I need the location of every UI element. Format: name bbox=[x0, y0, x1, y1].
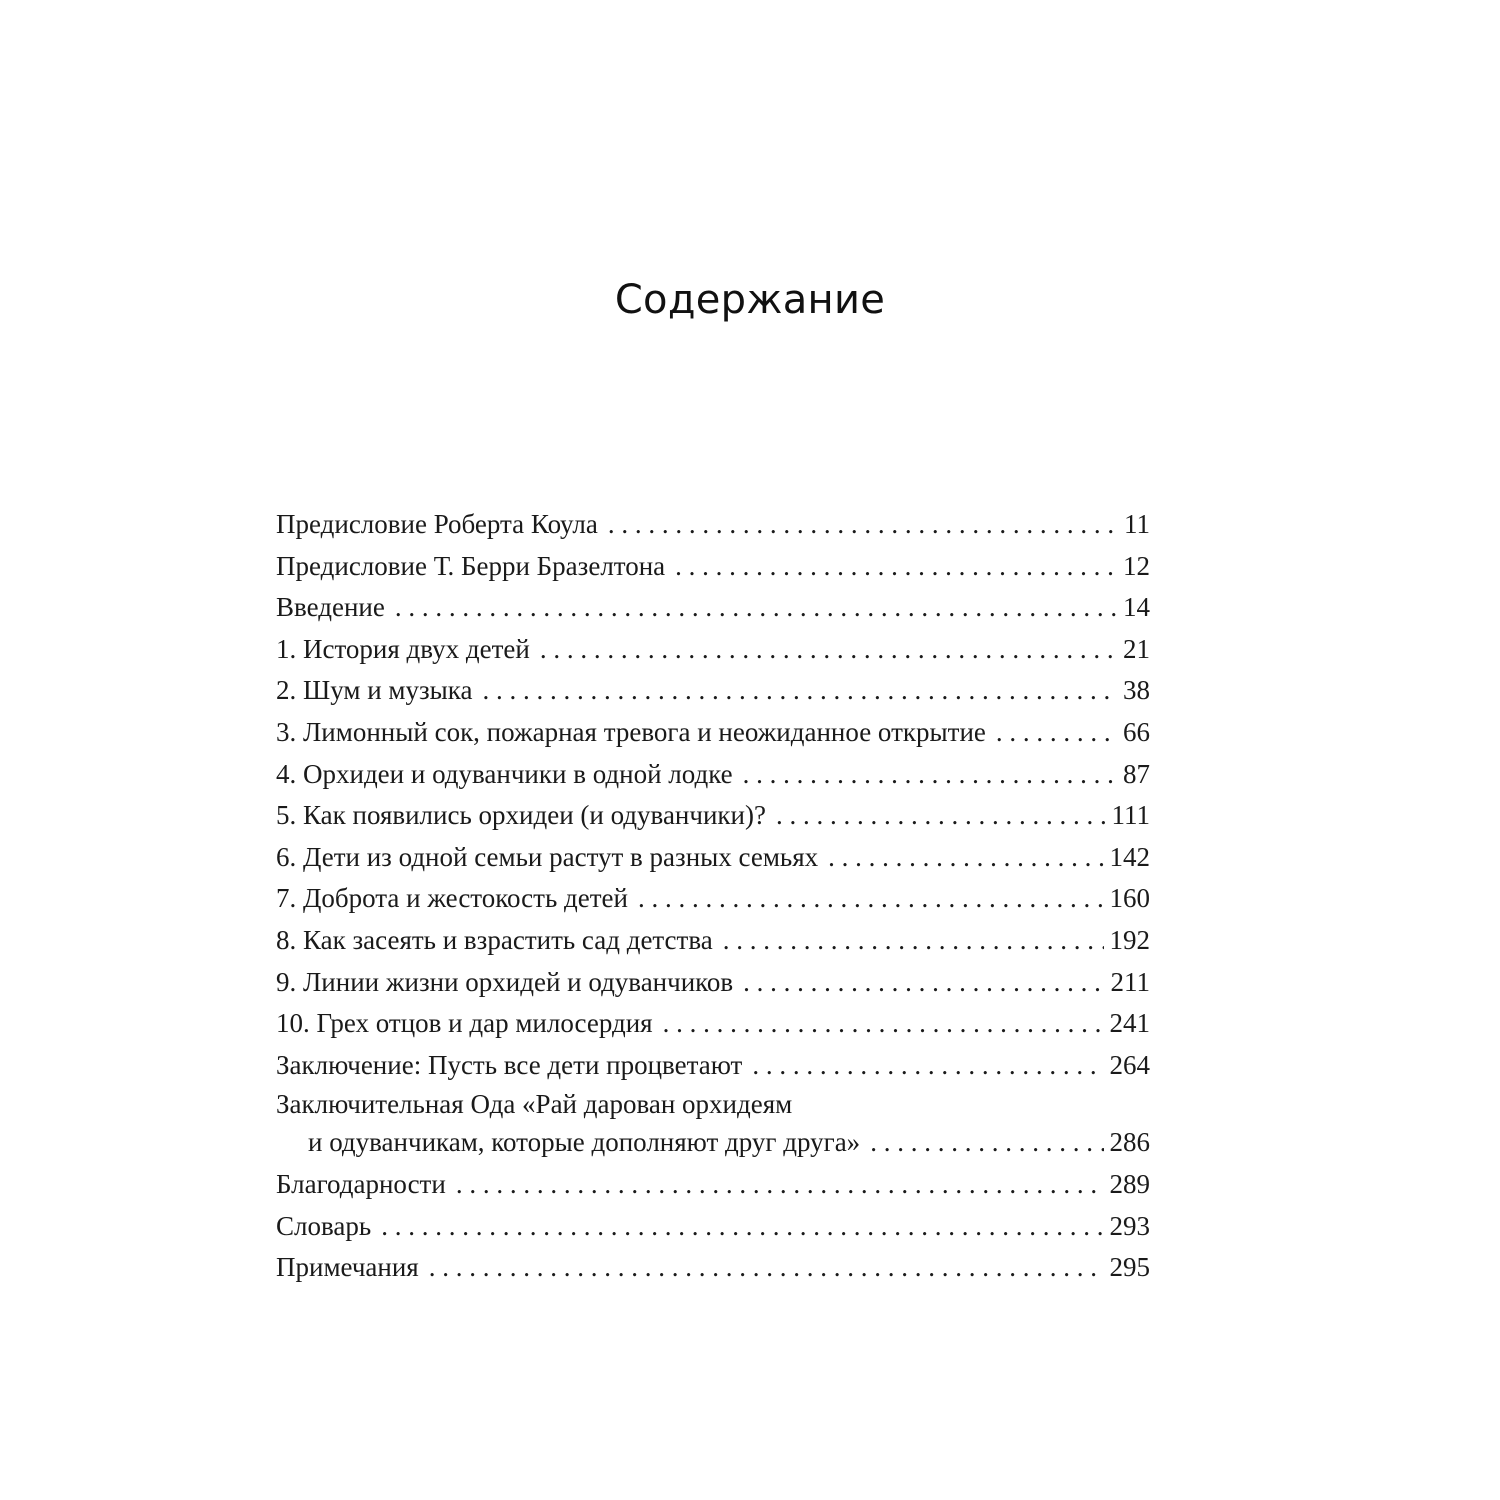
toc-entry[interactable] bbox=[276, 1003, 1150, 1045]
toc-entry-title: 1. История двух детей bbox=[276, 633, 530, 664]
dot-leader bbox=[483, 670, 1117, 712]
toc-page-number: 160 bbox=[1109, 883, 1150, 914]
toc-entry-title-line2: и одуванчикам, которые дополняют друг друга» bbox=[308, 1127, 861, 1158]
toc-entry-title-line1: Заключительная Ода «Рай дарован орхидеям bbox=[276, 1089, 793, 1120]
toc-page-number: 66 bbox=[1123, 716, 1150, 747]
toc-entry-title: Примечания bbox=[276, 1252, 419, 1283]
dot-leader bbox=[752, 1045, 1103, 1087]
toc-page-number: 38 bbox=[1123, 675, 1150, 706]
toc-entry[interactable] bbox=[276, 504, 1150, 546]
toc-page-number: 111 bbox=[1111, 800, 1150, 831]
dot-leader bbox=[608, 504, 1118, 546]
toc-page-number: 286 bbox=[1109, 1127, 1150, 1158]
toc-entry-title: 7. Доброта и жестокость детей bbox=[276, 883, 628, 914]
toc-entry[interactable] bbox=[276, 629, 1150, 671]
toc-entry[interactable] bbox=[276, 1086, 1150, 1164]
toc-entry[interactable] bbox=[276, 878, 1150, 920]
toc-entry-title: 2. Шум и музыка bbox=[276, 675, 473, 706]
toc-entry-title: Словарь bbox=[276, 1210, 372, 1241]
toc-page-number: 21 bbox=[1123, 633, 1150, 664]
dot-leader bbox=[675, 546, 1117, 588]
toc-entry[interactable] bbox=[276, 795, 1150, 837]
toc-entry-title: Предисловие Роберта Коула bbox=[276, 509, 598, 539]
toc-entry-title: 8. Как засеять и взрастить сад детства bbox=[276, 924, 713, 955]
toc-page-number: 289 bbox=[1109, 1168, 1150, 1199]
toc-entry-title: 3. Лимонный сок, пожарная тревога и неожиданное открытие bbox=[276, 716, 986, 747]
dot-leader bbox=[395, 587, 1117, 629]
dot-leader bbox=[743, 754, 1117, 796]
dot-leader bbox=[870, 1122, 1103, 1164]
toc-entry-title: Введение bbox=[276, 592, 385, 623]
dot-leader bbox=[743, 962, 1104, 1004]
toc-entry[interactable] bbox=[276, 670, 1150, 712]
toc-entry-title: 6. Дети из одной семьи растут в разных семьях bbox=[276, 841, 819, 872]
toc-entry[interactable] bbox=[276, 1164, 1150, 1206]
dot-leader bbox=[828, 837, 1103, 879]
dot-leader bbox=[776, 795, 1106, 837]
toc-entry[interactable] bbox=[276, 587, 1150, 629]
toc-entry-last-line bbox=[276, 1122, 1150, 1164]
toc-page-number: 241 bbox=[1109, 1008, 1150, 1039]
toc-entry[interactable] bbox=[276, 712, 1150, 754]
toc-page-number: 192 bbox=[1109, 924, 1150, 955]
table-of-contents bbox=[276, 504, 1150, 1289]
toc-page-number: 142 bbox=[1109, 841, 1150, 872]
toc-page-number: 211 bbox=[1110, 966, 1150, 997]
dot-leader bbox=[456, 1164, 1104, 1206]
toc-entry-title: 4. Орхидеи и одуванчики в одной лодке bbox=[276, 758, 733, 789]
toc-entry-title: 5. Как появились орхидеи (и одуванчики)? bbox=[276, 800, 766, 831]
toc-entry-title: Благодарности bbox=[276, 1168, 446, 1199]
toc-page-number: 295 bbox=[1109, 1252, 1150, 1283]
toc-entry[interactable] bbox=[276, 1045, 1150, 1087]
toc-page-number: 14 bbox=[1123, 592, 1150, 623]
toc-entry[interactable] bbox=[276, 1206, 1150, 1248]
toc-page-number: 11 bbox=[1124, 509, 1150, 539]
toc-entry-title: Заключение: Пусть все дети процветают bbox=[276, 1049, 743, 1080]
toc-page-number: 264 bbox=[1109, 1049, 1150, 1080]
page-title: Содержание bbox=[614, 277, 886, 323]
toc-entry[interactable] bbox=[276, 1247, 1150, 1289]
toc-entry[interactable] bbox=[276, 837, 1150, 879]
toc-page-number: 87 bbox=[1123, 758, 1150, 789]
toc-entry[interactable] bbox=[276, 920, 1150, 962]
dot-leader bbox=[429, 1247, 1104, 1289]
toc-page-number: 12 bbox=[1123, 550, 1150, 581]
toc-page-number: 293 bbox=[1109, 1210, 1150, 1241]
dot-leader bbox=[723, 920, 1104, 962]
toc-entry-title: Предисловие Т. Берри Бразелтона bbox=[276, 550, 666, 581]
dot-leader bbox=[638, 878, 1104, 920]
toc-entry[interactable] bbox=[276, 754, 1150, 796]
dot-leader bbox=[996, 712, 1117, 754]
toc-entry[interactable] bbox=[276, 546, 1150, 588]
dot-leader bbox=[540, 629, 1117, 671]
toc-entry-title: 10. Грех отцов и дар милосердия bbox=[276, 1008, 653, 1039]
dot-leader bbox=[381, 1206, 1103, 1248]
dot-leader bbox=[663, 1003, 1104, 1045]
toc-entry[interactable] bbox=[276, 962, 1150, 1004]
toc-entry-title: 9. Линии жизни орхидей и одуванчиков bbox=[276, 966, 734, 997]
